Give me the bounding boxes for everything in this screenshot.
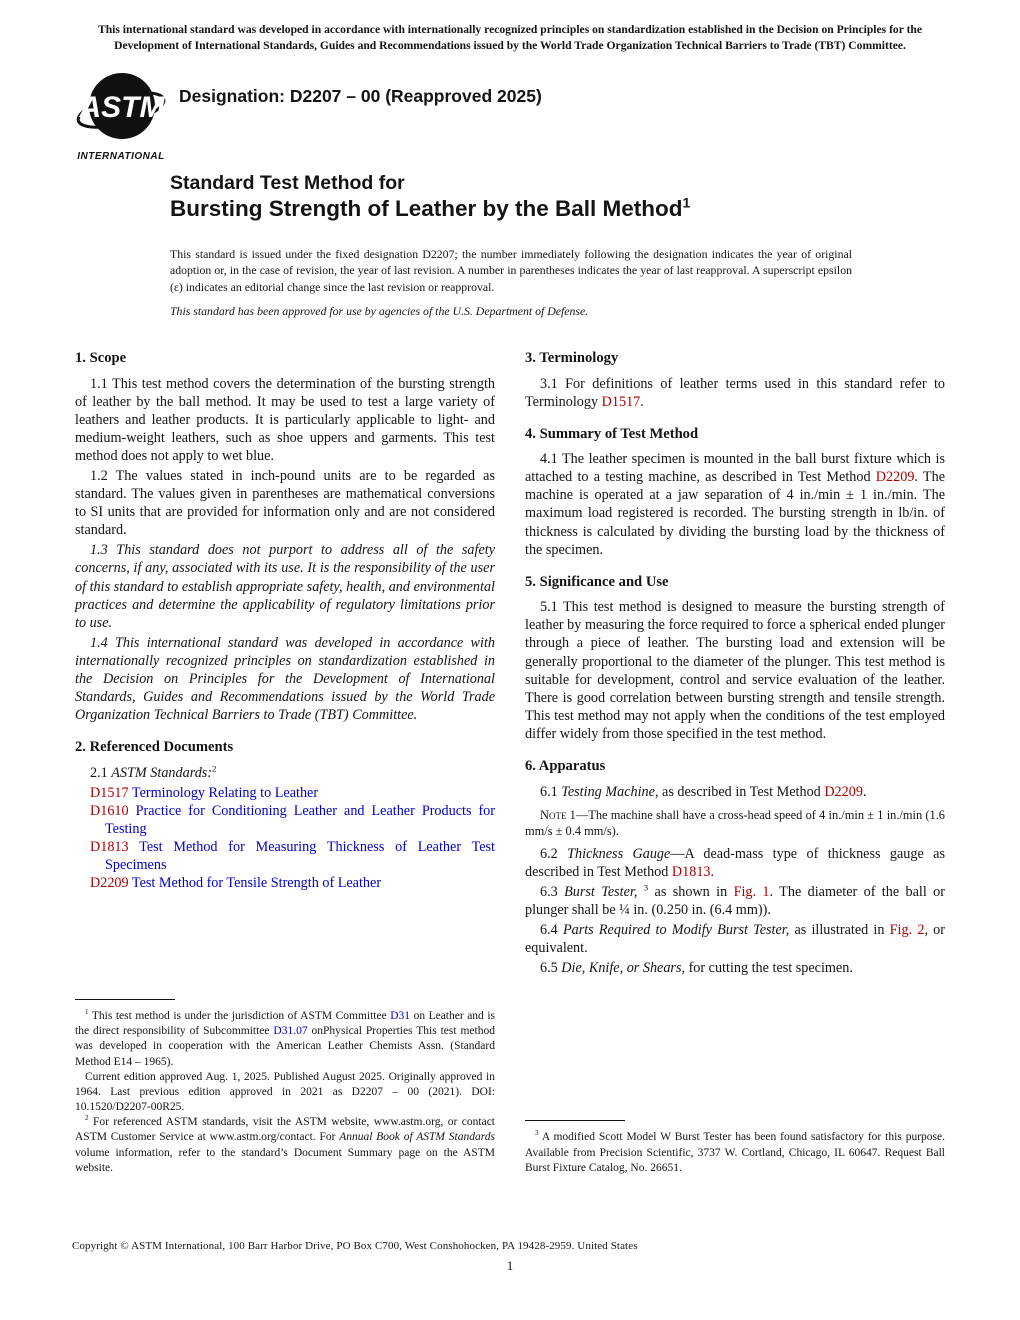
section-heading-apparatus: 6. Apparatus [525,758,606,774]
title-kicker: Standard Test Method for [170,172,405,194]
footnote-3 [525,1130,945,1176]
para-1-2: 1.2 The values stated in inch-pound units are to be regarded as standard. The values given in parentheses are mathematical conversions to SI units that are provided for information only and are not considered standard. [75,467,495,539]
text-segment: on Leather and is the direct responsibility of Subcommittee [75,1010,495,1038]
svg-text:ASTM: ASTM [79,91,165,124]
text-segment: This test method is under the jurisdiction of ASTM Committee [88,1010,391,1023]
reference-item [90,874,495,892]
text-segment: 6.4 [540,922,563,939]
footnote-2 [75,1115,495,1176]
copyright-line: Copyright © ASTM International, 100 Barr Harbor Drive, PO Box C700, West Conshohocken, PA 19428-2959. United States [72,1240,638,1252]
footnote-divider [75,999,175,1000]
text-segment: . The machine is operated at a jaw separation of 4 in./min ± 1 in./min. The maximum load registered is recorded. The bursting strength in lb/in. of thickness is calculated by dividing the bursting load by the thickness of the specimen. [525,469,945,558]
doc-link[interactable]: D2209 [875,469,915,486]
text-segment: Bursting Strength of Leather by the Ball Method [170,196,683,222]
right-footnotes [525,1120,945,1176]
right-column-content [525,348,945,980]
text-segment: 4.1 The leather specimen is mounted in the ball burst fixture which is attached to a testing machine, as described in Test Method [525,451,945,486]
footnote-1 [75,1009,495,1070]
text-segment: 2.1 [90,764,112,781]
section-heading-referenced-documents: 2. Referenced Documents [75,739,234,756]
text-segment: —A dead-mass type of thickness gauge as described in Test Method [525,845,946,880]
footnote-divider [525,1120,625,1121]
text-segment: for cutting the test specimen. [685,960,853,977]
text-segment: Current edition approved Aug. 1, 2025. Published August 2025. Originally approved in 1964. Last previous edition approved in 2021 as D2207 – 00 (2021). DOI: 10.1520/D2207-00R25. [75,1070,495,1114]
page-title [170,195,890,223]
doc-link[interactable]: D2209 [824,783,863,800]
section-heading-terminology: 3. Terminology [525,350,619,366]
para-6-1 [525,783,945,801]
text-segment: 3.1 For definitions of leather terms used in this standard refer to Terminology [525,375,945,410]
doc-link[interactable]: D31 [390,1010,411,1023]
left-column [75,348,495,1176]
text-segment: 6.1 [540,783,562,800]
text-segment: 1—The machine shall have a cross-head speed of 4 in./min ± 1 in./min (1.6 mm/s ± 0.4 mm/s). [525,807,945,838]
designation-line: Designation: D2207 – 00 (Reapproved 2025) [179,86,542,106]
text-segment: onPhysical Properties This test method was developed in cooperation with the American Leather Chemists Assn. (Standard Method E14 – 1965). [75,1025,495,1068]
doc-link[interactable]: Fig. 1 [733,884,770,901]
text-segment: as illustrated in [789,922,890,939]
text-segment: , or equivalent. [525,922,946,957]
text-segment: 3 [643,882,649,893]
text-segment: as shown in [648,884,734,901]
standard-link[interactable]: D1610 [90,802,129,819]
note-1 [525,807,945,839]
section-heading-scope: 1. Scope [75,350,127,366]
doc-link[interactable]: Fig. 2 [889,922,925,939]
para-6-5 [525,959,945,977]
dod-approval-note: This standard has been approved for use by agencies of the U.S. Department of Defense. [170,304,589,318]
left-footnotes [75,999,495,1176]
section-heading-summary: 4. Summary of Test Method [525,425,699,442]
para-6-2 [525,845,945,881]
page-number: 1 [506,1258,514,1273]
para-5-1: 5.1 This test method is designed to measure the bursting strength of leather by measuring the force required to force a spherical ended plunger through a piece of leather. The bursting load and extension will be generally proportional to the diameter of the plunger. This test method is suitable for development, control and service evaluation of the leather. There is good correlation between bursting strength and tensile strength. This test method may not apply when the conditions of the test employed differ widely from those specified in the test method. [525,599,945,742]
para-4-1 [525,450,945,559]
text-segment: . The diameter of the ball or plunger shall be ¼ in. (0.250 in. (6.4 mm)). [525,884,945,919]
text-segment: . [862,783,867,800]
section-heading-significance: 5. Significance and Use [525,573,669,590]
standard-title-link[interactable]: Practice for Conditioning Leather and Leather Products for Testing [105,802,496,838]
text-segment: Parts Required to Modify Burst Tester, [562,922,790,939]
para-1-3: 1.3 This standard does not purport to address all of the safety concerns, if any, associated with its use. It is the responsibility of the user of this standard to establish appropriate safety, health, and environmental practices and determine the applicability of regulatory limitations prior to use. [75,542,495,631]
reference-item [90,838,495,874]
doc-link[interactable]: D31.07 [273,1025,308,1038]
astm-globe-icon [75,70,167,148]
text-segment: 6.5 [540,960,562,977]
text-segment: 2 [212,763,217,774]
text-segment: 1 [85,1008,89,1017]
doc-link[interactable]: D1517 [601,393,641,410]
text-segment: . [640,393,644,410]
para-1-1: 1.1 This test method covers the determination of the bursting strength of leather by the ball method. It may be used to test a large variety of leathers and leather products. It is particularly applicable to light- and medium-weight leathers, such as shoe uppers and garments. This test method does not apply to wet blue. [75,375,495,464]
para-3-1 [525,375,945,411]
para-6-4 [525,921,945,957]
text-segment: Annual Book of ASTM Standards [339,1131,495,1144]
left-column-content [75,348,495,892]
standard-title-link[interactable]: Terminology Relating to Leather [131,784,319,801]
footnote-1-edition [75,1070,495,1116]
para-1-4: 1.4 This international standard was developed in accordance with internationally recognized principles on standardization established in the Decision on Principles for the Development of International Standards, Guides and Recommendations issued by the World Trade Organization Technical Barriers to Trade (TBT) Committee. [75,634,495,724]
title-block [170,172,890,224]
text-segment: A modified Scott Model W Burst Tester has been found satisfactory for this purpose. Available from Precision Scientific, 3737 W. Cortland, Chicago, IL 60647. Request Ball Burst Fixture Catalog, No. 26651. [525,1131,945,1174]
text-segment: Thickness Gauge [567,845,671,862]
text-segment: For referenced ASTM standards, visit the ASTM website, www.astm.org, or contact ASTM Customer Service at www.astm.org/contact. For [75,1116,495,1144]
reference-item [90,784,495,802]
standard-link[interactable]: D1517 [90,784,129,801]
text-segment: 2 [85,1114,89,1123]
text-segment: Testing Machine [561,783,655,800]
para-2-1 [75,764,495,782]
text-segment: . [710,863,715,880]
text-segment: Burst Tester, [564,884,638,901]
text-segment: volume information, refer to the standard’s Document Summary page on the ASTM website. [75,1146,495,1174]
document-header [75,70,542,162]
standard-link[interactable]: D2209 [90,875,129,892]
right-column [525,348,945,1176]
text-segment: , as described in Test Method [654,783,825,800]
para-6-3 [525,883,945,919]
reference-item [90,802,496,838]
issue-statement: This standard is issued under the fixed designation D2207; the number immediately following the designation indicates the year of original adoption or, in the case of revision, the year of last revision. A number in parentheses indicates the year of last reapproval. A superscript epsilon (ε) indicates an editorial change since the last revision or reapproval. [170,247,852,294]
text-segment: 6.2 [540,845,568,862]
text-segment: ASTM Standards: [111,764,213,781]
text-segment: 6.3 [540,884,565,901]
standard-title-link[interactable]: Test Method for Measuring Thickness of Leather Test Specimens [105,839,495,874]
text-segment: Die, Knife, or Shears, [561,960,686,977]
astm-logo [75,70,167,162]
astm-logo-international-label: INTERNATIONAL [77,151,165,162]
tbt-notice: This international standard was developed in accordance with internationally recognized principles on standardization established in the Decision on Principles for the Development of International Standards, Guides and Recommendations issued by the World Trade Organization Technical Barriers to Trade (TBT) Committee. [97,23,923,53]
body-columns [75,348,945,1176]
standard-title-link[interactable]: Test Method for Tensile Strength of Leather [131,875,382,892]
text-segment: 3 [535,1129,539,1138]
text-segment: Note [540,807,567,822]
text-segment: 1 [682,194,691,211]
standard-link[interactable]: D1813 [90,839,129,856]
doc-link[interactable]: D1813 [671,863,711,880]
